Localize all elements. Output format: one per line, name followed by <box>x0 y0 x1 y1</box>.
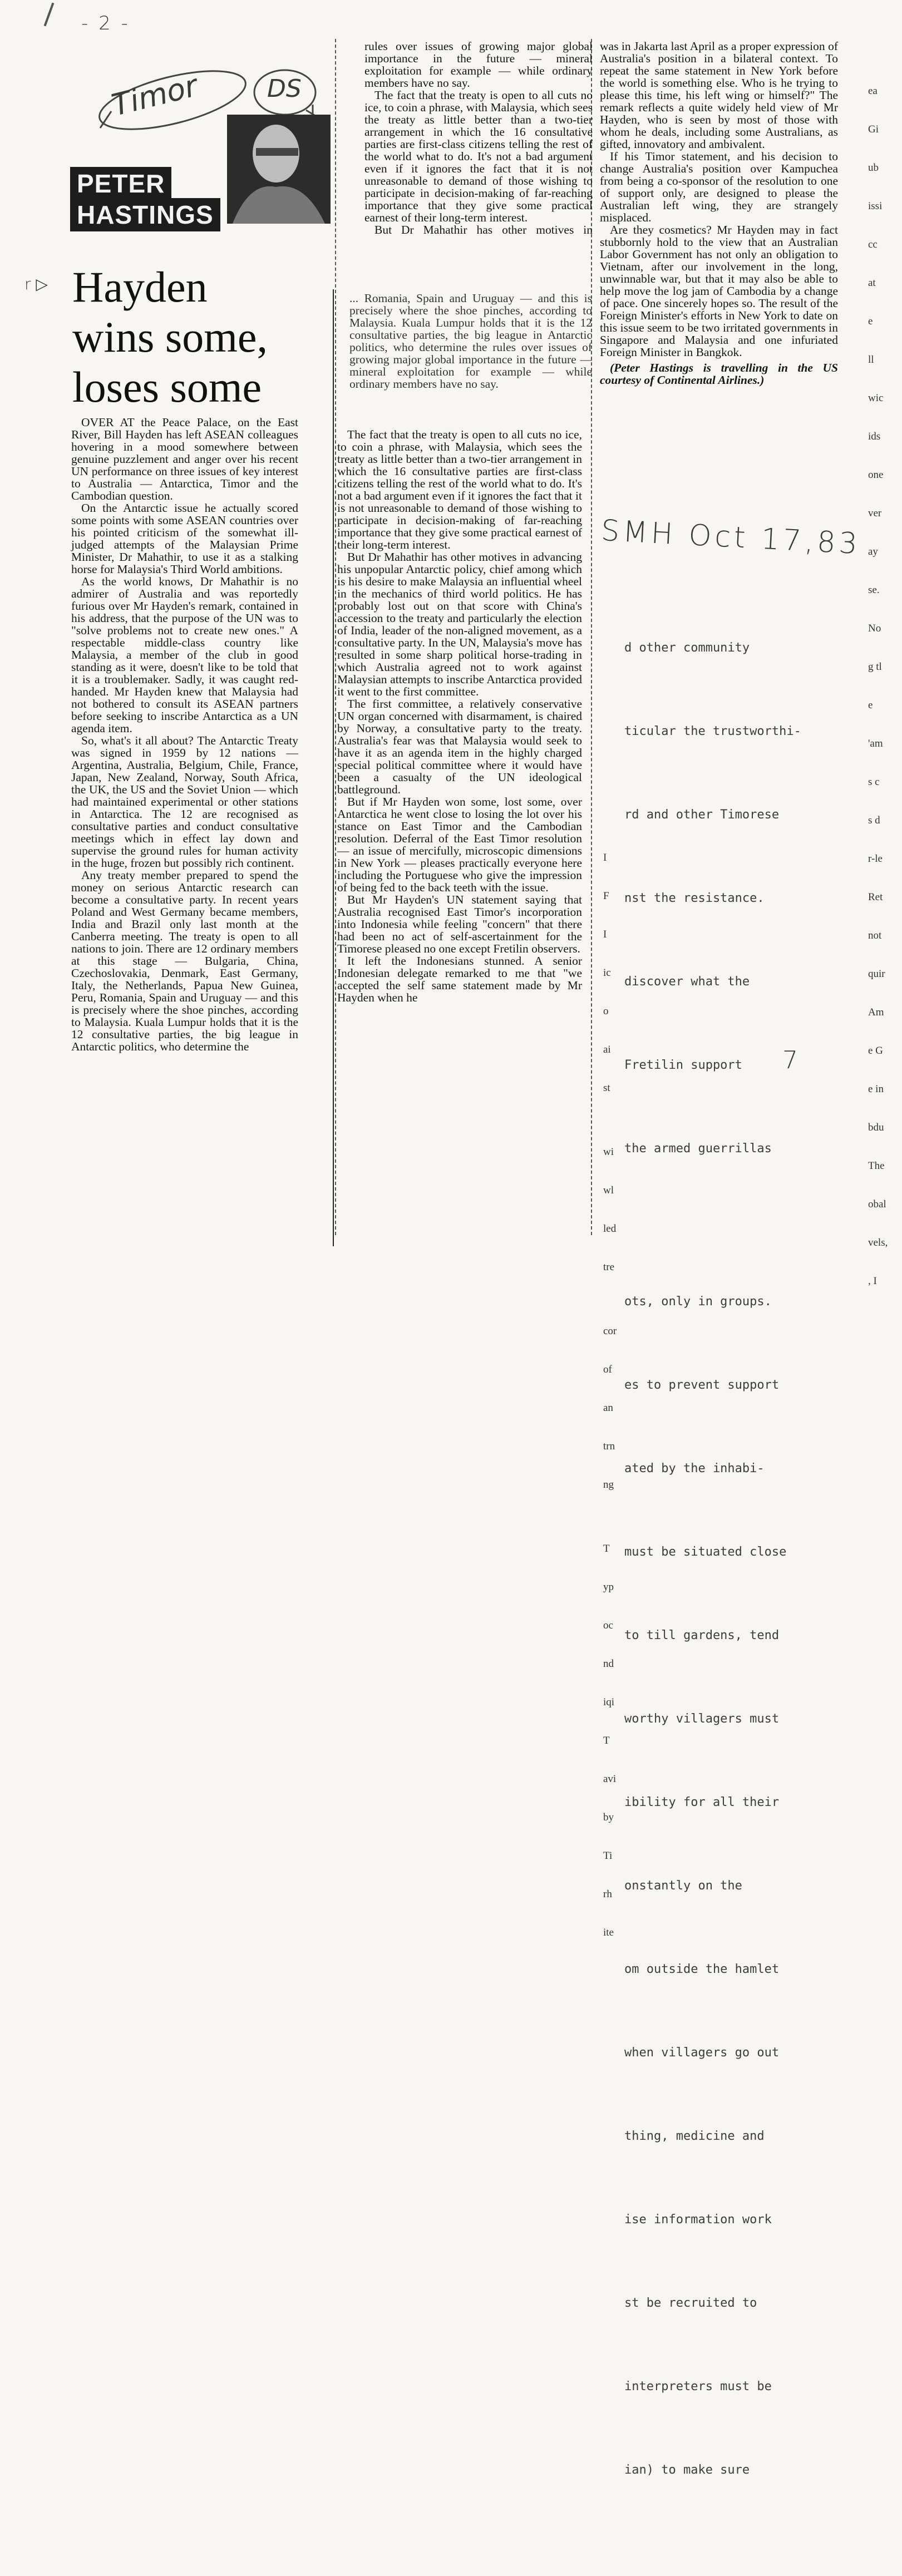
typed-line: ticular the trustworthi- <box>624 724 801 738</box>
typed-line: d other community <box>624 641 750 655</box>
typed-line: the armed guerrillas <box>624 1142 772 1156</box>
typed-line: rd and other Timorese <box>624 808 780 822</box>
fragment: e <box>868 315 873 327</box>
fragment: trn <box>603 1440 615 1452</box>
col1-paragraph: On the Antarctic issue he actually scored some points with some ASEAN countries over his pointed criticism of the somewhat ill-judged attempts of the Malaysian Prime Minister, Dr Mahathir, to use it as a stalking horse for Malaysia's Third World ambitions. <box>71 501 298 576</box>
column2-left-rule <box>333 289 334 1246</box>
handwritten-initials: DS <box>267 75 302 103</box>
fragment: e <box>868 699 873 711</box>
fragment: No <box>868 623 881 634</box>
fragment: g tl <box>868 661 882 673</box>
fragment: ub <box>868 162 879 174</box>
typed-line: must be situated close <box>624 1545 787 1559</box>
fragment: at <box>868 277 876 289</box>
fragment: avi <box>603 1773 617 1785</box>
handwritten-source: SMH Oct 17,83 <box>600 514 862 561</box>
column-divider-1 <box>335 39 336 1235</box>
fragment: of <box>603 1364 612 1375</box>
fragment: iqi <box>603 1696 615 1708</box>
handwritten-topic: Timor <box>108 68 201 123</box>
article-column-2-ghost <box>349 292 592 390</box>
fragment: Am <box>868 1006 884 1018</box>
col2-paragraph: The fact that the treaty is open to all cuts no ice, to coin a phrase, with Malaysia, which sees the treaty as little better than a two-tier arrangement in which the 16 consultative parties are first-class citizens telling the rest of the world what to do. It's not a bad argument even if it ignores the fact that it is not unreasonable to demand of those wishing to participate in decision-making of far-reaching importance that they give some practical earnest of their long-term interest. <box>364 88 593 224</box>
typed-line: ian) to make sure <box>624 2463 750 2477</box>
fragment: quir <box>868 968 885 980</box>
col2-paragraph: The first committee, a relatively conservative UN organ concerned with disarmament, is chaired by Norway, a consultative party to the treaty. Australia's fear was that Malaysia would seek to have it as an agenda item in the highly charged special political committee where it would have been a casualty of the UN ideological battleground. <box>337 697 582 796</box>
col3-paragraph: was in Jakarta last April as a proper expression of Australia's position in a bilateral context. To repeat the same statement in New York before the world is something else. Who is he trying to please this time, his left wing or himself?" The remark reflects a quite widely held view of Mr Hayden, who is seen by most of those with whom he deals, including some Australians, as gifted, innovatory and ambivalent. <box>600 40 838 151</box>
fragment: one <box>868 469 884 481</box>
typed-line: thing, medicine and <box>624 2129 765 2143</box>
typed-line: interpreters must be <box>624 2380 772 2394</box>
col2-paragraph: But Mr Hayden's UN statement saying that Australia recognised East Timor's incorporation into Indonesia while feeling "concern" that there had been no act of self-ascertainment for the Timorese pleased no one except Fretilin observers. <box>337 893 582 955</box>
fragment: ver <box>868 507 882 519</box>
fragment: rh <box>603 1888 612 1900</box>
fragment: issi <box>868 200 883 212</box>
typed-line: ibility for all their <box>624 1795 780 1809</box>
fragment: e G <box>868 1045 883 1057</box>
col2-paragraph: But Dr Mahathir has other motives in <box>374 224 593 236</box>
fragment: s d <box>868 815 880 826</box>
col1-paragraph: As the world knows, Dr Mahathir is no admirer of Australia and was reportedly furious over Mr Hayden's remark, contained in his address, that the purpose of the UN was to "solve problems not to create new ones." A respectable middle-class country like Malaysia, a member of the club in good standing as it were, doesn't like to be told that it is a troublemaker. Sadly, it was caught red-handed. Mr Hayden knew that Malaysia had not bothered to consult its ASEAN partners before seeking to inscribe Antarctica as a UN agenda item. <box>71 575 298 735</box>
fragment: T <box>603 1543 610 1555</box>
col2-paragraph: The fact that the treaty is open to all cuts no ice, to coin a phrase, with Malaysia, which sees the treaty as little better than a two-tier arrangement in which the 16 consultative parties are first-class citizens telling the rest of the world what to do. It's not a bad argument even if it ignores the fact that it is not unreasonable to demand of those wishing to participate in decision-making of far-reaching importance that they give some practical earnest of their long-term interest. <box>337 428 582 551</box>
fragment: 'am <box>868 738 883 749</box>
fragment: e in <box>868 1083 884 1095</box>
fragment: led <box>603 1223 617 1235</box>
col2-ghost-paragraph: ... Romania, Spain and Uruguay — and this is precisely where the shoe pinches, according to Malaysia. Kuala Lumpur holds that it is the 12 consultative parties, the big league in Antarctic politics, who determine the rules over issues of growing major global importance in the future — mineral exploitation for example — while ordinary members have no say. <box>349 292 592 391</box>
fragment: Gi <box>868 124 879 135</box>
fragment: ids <box>868 431 881 442</box>
fragment: cor <box>603 1325 617 1337</box>
fragment: vels, <box>868 1237 888 1248</box>
col1-paragraph: Any treaty member prepared to spend the money on serious Antarctic research can become a consultative party. In recent years Poland and West Germany became members, India and Brazil only last month at the Canberra meeting. The treaty is open to all nations to join. There are 12 ordinary members at this stage — Bulgaria, China, Czechoslovakia, Denmark, East Germany, Italy, the Netherlands, Papua New Guinea, Peru, Romania, Spain and Uruguay — and this is precisely where the shoe pinches, according to Malaysia. Kuala Lumpur holds that it is the 12 consultative parties, the big league in Antarctic politics, who determine the <box>71 868 298 1053</box>
fragment: ng <box>603 1479 614 1491</box>
article-column-2-lower <box>337 428 582 1004</box>
fragment: ay <box>868 546 878 557</box>
fragment: o <box>603 1005 609 1017</box>
fragment: cc <box>868 239 878 250</box>
fragment: Ret <box>868 891 883 903</box>
col2-paragraph: rules over issues of growing major global importance in the future — mineral exploitation for example — while ordinary members have no say. <box>364 40 593 90</box>
fragment: oc <box>603 1620 613 1631</box>
fragment: F <box>603 890 609 902</box>
typed-sheet <box>624 579 801 2576</box>
byline-first-name: PETER <box>70 167 171 200</box>
fragment: bdu <box>868 1122 884 1133</box>
typed-line <box>624 2540 801 2554</box>
handwritten-arrow: r ▷ <box>24 275 48 293</box>
typed-line: to till gardens, tend <box>624 1628 780 1642</box>
fragment: an <box>603 1402 613 1414</box>
col3-paragraph: If his Timor statement, and his decision to change Australia's position over Kampuchea from being a co-sponsor of the resolution to one of support only, are designed to please the Australian left wing, they are strangely misplaced. <box>600 150 838 224</box>
typed-line: ise information work <box>624 2213 772 2227</box>
page-number: - 2 - <box>81 12 130 34</box>
col1-paragraph: OVER AT the Peace Palace, on the East River, Bill Hayden has left ASEAN colleagues hovering in a mood somewhere between genuine puzzlement and anger over his recent UN performance on three issues of key interest to Australia — Antarctica, Timor and the Cambodian question. <box>71 416 298 502</box>
fragment: obal <box>868 1198 886 1210</box>
fragment: ll <box>868 354 874 366</box>
col1-paragraph: So, what's it all about? The Antarctic Treaty was signed in 1959 by 12 nations — Argentina, Australia, Belgium, Chile, France, Japan, New Zealand, Norway, South Africa, the UK, the US and the Soviet Union — which had maintained experimental or other stations in Antarctica. The 12 are recognised as consultative parties and conduct consultative meetings which in effect lay down and supervise the ground rules for human activity in the huge, frozen but possibly rich continent. <box>71 734 298 870</box>
fragment: ic <box>603 967 611 979</box>
corner-pen-stroke <box>44 3 55 27</box>
col2-paragraph: It left the Indonesians stunned. A senior Indonesian delegate remarked to me that "we accepted the self same statement made by Mr Hayden when he <box>337 954 582 1004</box>
fragment: wic <box>868 392 884 404</box>
typed-line: Fretilin support <box>624 1058 742 1072</box>
fragment: T <box>603 1735 610 1746</box>
fragment: I <box>603 852 607 863</box>
col2-paragraph: But if Mr Hayden won some, lost some, over Antarctica he went close to losing the lot over his stance on East Timor and the Cambodian resolution. Deferral of the East Timor resolution — an issue of mercifully, microscopic dimensions in New York — pleases practically everyone here including the Portuguese who give the impression of being fed to the back teeth with the issue. <box>337 795 582 894</box>
fragment: not <box>868 930 882 941</box>
typed-line: st be recruited to <box>624 2296 757 2310</box>
typed-line <box>624 1218 801 1232</box>
typed-line: ated by the inhabi- <box>624 1462 765 1475</box>
typed-line: es to prevent support <box>624 1378 780 1392</box>
fragment: se. <box>868 584 880 596</box>
article-column-3 <box>600 40 838 386</box>
byline-last-name: HASTINGS <box>70 198 220 231</box>
headline-line-1: Hayden <box>72 263 208 311</box>
article-column-2-upper <box>364 40 593 236</box>
typed-line: om outside the hamlet <box>624 1962 780 1976</box>
fragment: by <box>603 1812 614 1823</box>
fragment: wi <box>603 1146 614 1158</box>
fragment: wl <box>603 1185 614 1196</box>
col2-paragraph: But Dr Mahathir has other motives in advancing his unpopular Antarctic policy, chief among which is his desire to make Malaysia an influential wheel in the mechanics of third world politics. He has probably lost out on that score with China's accession to the treaty and particularly the election of India, leader of the non-aligned movement, as a consultative party. In the UN, Malaysia's move has resulted in some sharp political horse-trading in which Australia agreed not to work against Malaysian attempts to inscribe Antarctica provided it went to the first committee. <box>337 550 582 698</box>
fragment: s c <box>868 776 880 788</box>
fragment: Ti <box>603 1850 613 1862</box>
headline-line-2: wins some, <box>72 313 268 361</box>
fragment: , I <box>868 1275 877 1287</box>
typed-line: ots, only in groups. <box>624 1295 772 1309</box>
typed-line: when villagers go out <box>624 2046 780 2060</box>
fragment: tre <box>603 1261 615 1273</box>
handwritten-page-mark: 7 <box>782 1046 798 1074</box>
col3-paragraph: Are they cosmetics? Mr Hayden may in fact stubbornly hold to the view that an Australian Labor Government has not only an obligation to Vietnam, after our involvement in the long, unwinnable war, but that it may also be able to help move the log jam of Cambodia by a change of pace. One sincerely hopes so. The result of the Foreign Minister's efforts in New York to date on this issue seem to be two irritated governments in Singapore and Malaysia and one infuriated Foreign Minister in Bangkok. <box>600 223 838 359</box>
mid-fragments <box>603 826 617 1952</box>
fragment: r-le <box>868 853 883 865</box>
headline-line-3: loses some <box>72 363 262 411</box>
typed-line: worthy villagers must <box>624 1712 780 1726</box>
fragment: The <box>868 1160 885 1172</box>
fragment: yp <box>603 1581 614 1593</box>
fragment: I <box>603 929 607 940</box>
right-edge-fragments <box>868 59 888 1300</box>
typed-line: nst the resistance. <box>624 891 765 905</box>
article-column-1 <box>71 416 298 1053</box>
footnote: (Peter Hastings is travelling in the US courtesy of Continental Airlines.) <box>600 361 838 387</box>
fragment: ai <box>603 1044 611 1055</box>
typed-line: discover what the <box>624 975 750 989</box>
fragment: nd <box>603 1658 614 1670</box>
author-portrait <box>227 115 331 224</box>
fragment: ea <box>868 85 878 97</box>
fragment: ite <box>603 1927 614 1938</box>
typed-line: onstantly on the <box>624 1879 742 1893</box>
fragment: st <box>603 1082 610 1094</box>
